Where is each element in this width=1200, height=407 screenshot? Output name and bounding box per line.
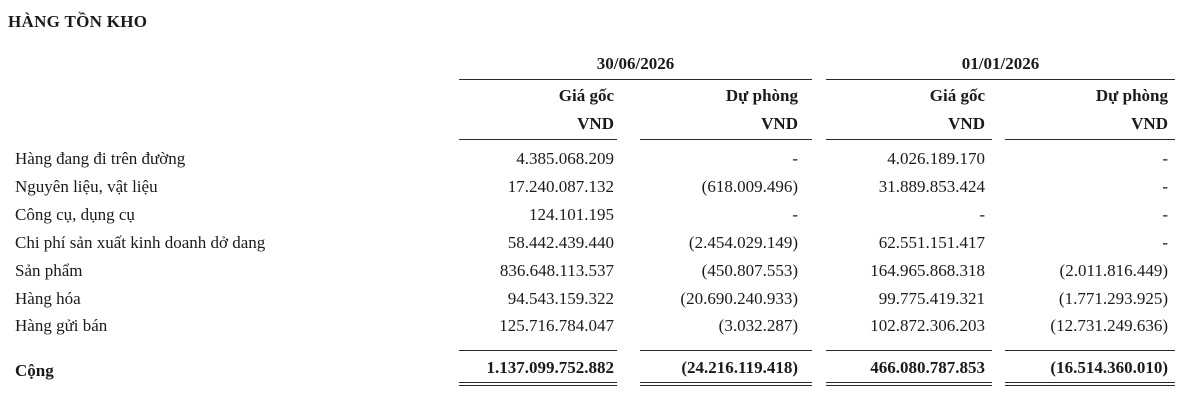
row-label: Công cụ, dụng cụ (15, 205, 135, 224)
cell-value: 31.889.853.424 (878, 177, 985, 196)
cell-value: 836.648.113.537 (499, 261, 614, 280)
total-underline-2a (640, 382, 812, 383)
total-underline-1a (459, 382, 617, 383)
row-label: Chi phí sản xuất kinh doanh dở dang (15, 233, 266, 252)
col-header-provision-2: Dự phòng (1095, 86, 1168, 105)
header-rule-1 (459, 139, 617, 140)
period-2-rule (826, 79, 1175, 80)
cell-value: 164.965.868.318 (870, 261, 985, 280)
total-underline-4b (1005, 385, 1175, 386)
cell-value: 62.551.151.417 (878, 233, 985, 252)
col-header-provision-1: Dự phòng (725, 86, 798, 105)
total-top-rule-1 (459, 350, 617, 351)
cell-value: 4.026.189.170 (887, 149, 985, 168)
col-unit-provision-2: VND (1131, 114, 1168, 133)
total-underline-2b (640, 385, 812, 386)
row-label: Nguyên liệu, vật liệu (15, 177, 158, 196)
header-rule-2 (640, 139, 812, 140)
cell-value: 58.442.439.440 (507, 233, 614, 252)
cell-value: (2.454.029.149) (688, 233, 798, 252)
total-underline-1b (459, 385, 617, 386)
header-rule-3 (826, 139, 992, 140)
cell-value: (20.690.240.933) (680, 289, 798, 308)
total-underline-4a (1005, 382, 1175, 383)
cell-value: (450.807.553) (701, 261, 798, 280)
total-label: Cộng (15, 361, 54, 380)
cell-value: 125.716.784.047 (499, 316, 614, 335)
cell-value: 4.385.068.209 (516, 149, 614, 168)
total-underline-3b (826, 385, 992, 386)
period-header-2: 01/01/2026 (961, 54, 1040, 73)
cell-value: - (1162, 177, 1168, 196)
cell-value: 102.872.306.203 (870, 316, 985, 335)
col-unit-cost-2: VND (948, 114, 985, 133)
cell-value: - (792, 205, 798, 224)
cell-value: 17.240.087.132 (507, 177, 614, 196)
cell-value: - (979, 205, 985, 224)
cell-value: (12.731.249.636) (1050, 316, 1168, 335)
row-label: Hàng đang đi trên đường (15, 149, 186, 168)
total-value: (24.216.119.418) (681, 358, 798, 377)
col-header-cost-2: Giá gốc (929, 86, 985, 105)
cell-value: (3.032.287) (718, 316, 798, 335)
total-top-rule-3 (826, 350, 992, 351)
col-unit-provision-1: VND (761, 114, 798, 133)
cell-value: 94.543.159.322 (507, 289, 614, 308)
cell-value: (1.771.293.925) (1058, 289, 1168, 308)
cell-value: (2.011.816.449) (1059, 261, 1168, 280)
cell-value: 124.101.195 (529, 205, 614, 224)
total-value: 1.137.099.752.882 (486, 358, 614, 377)
total-value: (16.514.360.010) (1050, 358, 1168, 377)
col-unit-cost-1: VND (577, 114, 614, 133)
row-label: Sản phẩm (15, 261, 83, 280)
total-top-rule-2 (640, 350, 812, 351)
total-value: 466.080.787.853 (870, 358, 985, 377)
row-label: Hàng gửi bán (15, 316, 108, 335)
cell-value: - (1162, 205, 1168, 224)
section-title: HÀNG TỒN KHO (8, 12, 148, 31)
period-header-1: 30/06/2026 (596, 54, 675, 73)
total-top-rule-4 (1005, 350, 1175, 351)
period-1-rule (459, 79, 812, 80)
total-underline-3a (826, 382, 992, 383)
cell-value: (618.009.496) (701, 177, 798, 196)
col-header-cost-1: Giá gốc (558, 86, 614, 105)
cell-value: - (1162, 149, 1168, 168)
header-rule-4 (1005, 139, 1175, 140)
cell-value: - (1162, 233, 1168, 252)
cell-value: 99.775.419.321 (878, 289, 985, 308)
row-label: Hàng hóa (15, 289, 81, 308)
cell-value: - (792, 149, 798, 168)
